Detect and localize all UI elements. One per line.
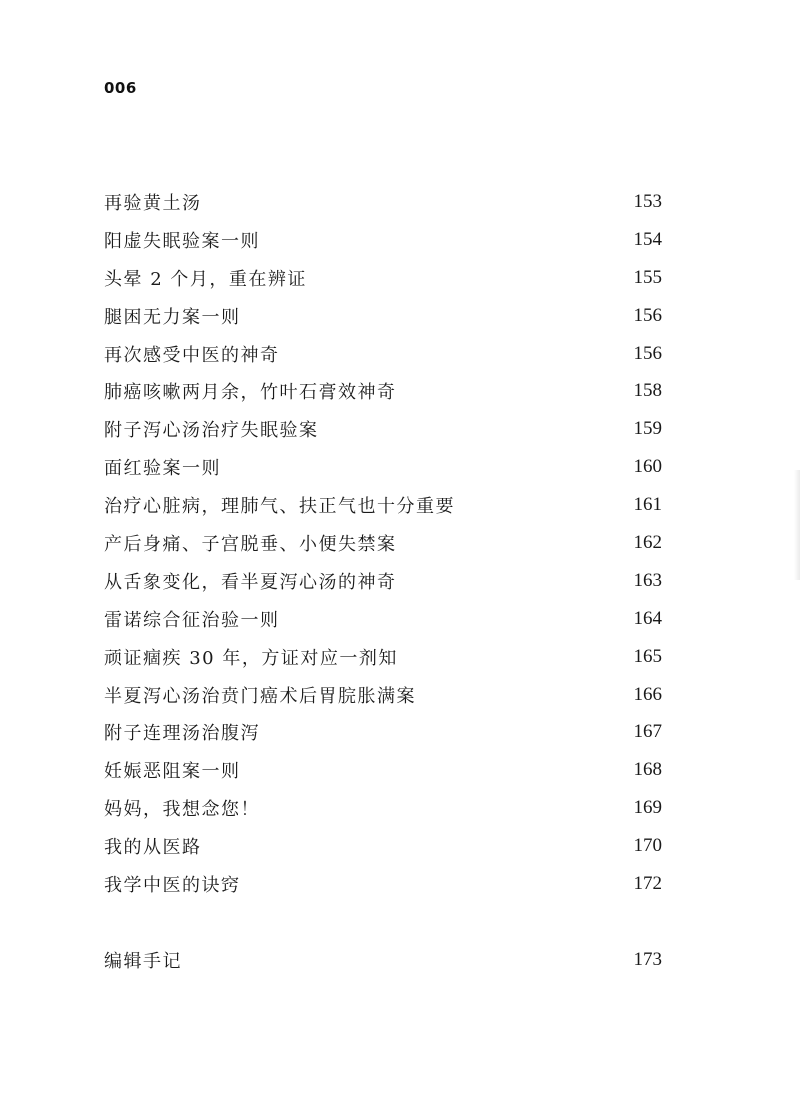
toc-entry[interactable]	[104, 751, 662, 789]
toc-entry-page: 156	[633, 304, 662, 326]
toc-entry-title: 面红验案一则	[104, 458, 221, 480]
toc-entry[interactable]	[104, 865, 662, 903]
toc-entry-title: 再验黄土汤	[104, 192, 202, 214]
toc-section-gap	[104, 903, 662, 941]
toc-entry[interactable]	[104, 676, 662, 714]
toc-entry[interactable]	[104, 638, 662, 676]
toc-entry-title: 治疗心脏病，理肺气、扶正气也十分重要	[104, 496, 455, 518]
toc-entry[interactable]	[104, 448, 662, 486]
toc-entry-page: 168	[633, 759, 662, 781]
toc-entry[interactable]	[104, 827, 662, 865]
toc-entry[interactable]	[104, 486, 662, 524]
toc-entry-title: 肺癌咳嗽两月余，竹叶石膏效神奇	[104, 382, 397, 404]
toc-entry[interactable]	[104, 259, 662, 297]
toc-entry[interactable]	[104, 600, 662, 638]
toc-entry[interactable]	[104, 183, 662, 221]
toc-entry-page: 162	[633, 531, 662, 553]
page-edge-shadow	[794, 470, 800, 580]
toc-entry-title: 附子连理汤治腹泻	[104, 723, 260, 745]
toc-entry-title: 妈妈，我想念您！	[104, 799, 260, 821]
toc-entry-page: 155	[633, 266, 662, 288]
toc-entry-appendix[interactable]	[104, 941, 662, 979]
toc-entry-page: 166	[633, 683, 662, 705]
toc-entry-title: 雷诺综合征治验一则	[104, 609, 280, 631]
toc-entry-title: 从舌象变化，看半夏泻心汤的神奇	[104, 571, 397, 593]
toc-entry-page: 165	[633, 645, 662, 667]
toc-entry-title: 妊娠恶阻案一则	[104, 761, 241, 783]
toc-entry-page: 170	[633, 835, 662, 857]
toc-entry-page: 172	[633, 872, 662, 894]
toc-entry-page: 163	[633, 569, 662, 591]
toc-entry-title: 我的从医路	[104, 837, 202, 859]
toc-entry-page: 161	[633, 494, 662, 516]
toc-entry-page: 164	[633, 607, 662, 629]
toc-entry-title: 附子泻心汤治疗失眠验案	[104, 420, 319, 442]
toc-entry[interactable]	[104, 789, 662, 827]
toc-entry-page: 156	[633, 342, 662, 364]
toc-entry[interactable]	[104, 713, 662, 751]
toc-entry-page: 167	[633, 721, 662, 743]
toc-entry-title: 腿困无力案一则	[104, 306, 241, 328]
toc-entry-page: 173	[633, 948, 662, 970]
toc-entry[interactable]	[104, 562, 662, 600]
toc-entry-title: 头晕 2 个月，重在辨证	[104, 268, 307, 290]
toc-entry-page: 160	[633, 456, 662, 478]
toc-entry-title: 产后身痛、子宫脱垂、小便失禁案	[104, 533, 397, 555]
toc-entry-title: 再次感受中医的神奇	[104, 344, 280, 366]
toc-entry[interactable]	[104, 372, 662, 410]
table-of-contents	[104, 183, 662, 979]
toc-entry-page: 159	[633, 418, 662, 440]
toc-entry[interactable]	[104, 410, 662, 448]
toc-entry-page: 154	[633, 228, 662, 250]
toc-entry[interactable]	[104, 221, 662, 259]
toc-entry-title: 半夏泻心汤治贲门癌术后胃脘胀满案	[104, 685, 416, 707]
toc-entry[interactable]	[104, 297, 662, 335]
toc-entry[interactable]	[104, 524, 662, 562]
toc-entry-title: 顽证痼疾 30 年，方证对应一剂知	[104, 647, 398, 669]
toc-entry[interactable]	[104, 335, 662, 373]
toc-entry-page: 158	[633, 380, 662, 402]
toc-entry-page: 169	[633, 797, 662, 819]
toc-entry-title: 编辑手记	[104, 950, 182, 972]
toc-entry-title: 我学中医的诀窍	[104, 874, 241, 896]
toc-entry-title: 阳虚失眠验案一则	[104, 230, 260, 252]
page-number: 006	[104, 79, 137, 97]
toc-entry-page: 153	[633, 190, 662, 212]
